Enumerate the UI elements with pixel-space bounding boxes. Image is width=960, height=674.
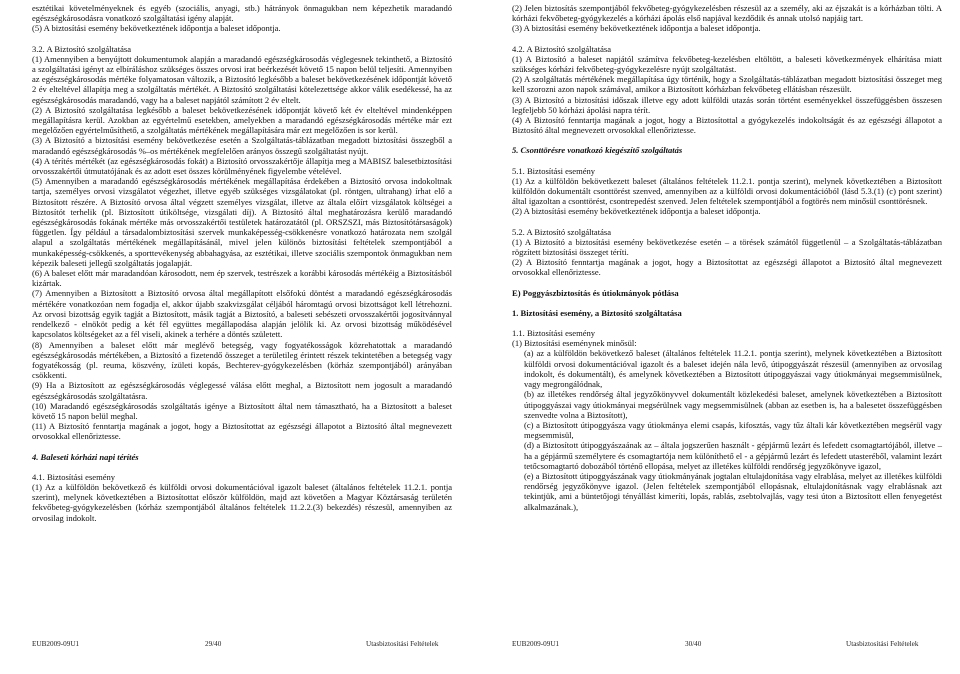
paragraph: 4.1. Biztosítási esemény (32, 471, 116, 482)
paragraph: 5. Csonttörésre vonatkozó kiegészítő szolgáltatás (512, 145, 683, 156)
paragraph: (4) A Biztosító fenntartja magának a jogot, hogy a Biztosítottal a gyógykezelés indokoltságát és az egészségi állapotot a Biztosító által megnevezett orvosokkal ellenőriztesse. (512, 115, 942, 136)
page-right (480, 0, 960, 674)
paragraph: (1) A Biztosító a biztosítási esemény bekövetkezése esetén – a törések számától függetlenül – a Szolgáltatás-táblázatban rögzített biztosítási összeget téríti. (512, 236, 942, 258)
paragraph: (3) A biztosítási esemény bekövetkeztének időpontja a baleset időpontja. (512, 23, 761, 34)
spacer (32, 442, 452, 452)
paragraph: (8) Amennyiben a baleset előtt már meglévő betegség, vagy fogyatékosságok közrehatottak a maradandó egészségkárosodás mértékében, a Biztosító a fizetendő összeget a területileg érintett részek tekintetében a betegség vagy fogyatékosság (pl. reuma, köszvény, ízületi kopás, Bechterev-gyógykezelésben (körház szempontjából) arányában csökkenti. (32, 339, 452, 381)
paragraph: (1) Biztosítási eseménynek minősül: (512, 338, 637, 349)
paragraph: (e) a Biztosított útipoggyászának vagy útiokmányának jogtalan eltulajdonítása vagy elrablása, melyet az illetékes külföldi rendőrség jegyzőkönyve igazol. (Jelen feltételek szempontjából ellopásnak, eltulajdonításnak vagy elrablásnak azt tekintjük, ami a büntetőjogi tényállást kimeríti, lopás, rablás, zsebtolvajlás, vagy tesi úton a Biztosított ellen fenyegetést alkalmazának.), (524, 470, 942, 512)
paragraph: esztétikai követelményeknek és egyéb (szociális, anyagi, stb.) hátrányok önmagukban nem képezhetik maradandó egészségkárosodásra vonatkozó szolgáltatási igény alapját. (32, 3, 452, 24)
spacer (512, 217, 942, 227)
spacer (32, 34, 452, 44)
paragraph: 5.1. Biztosítási esemény (512, 165, 596, 176)
paragraph: (c) a Biztosított útipoggyásza vagy útiokmánya elemi csapás, kifosztás, vagy tűz általi kár következtében megsérül vagy megsemmisül, (524, 419, 942, 441)
paragraph: (11) A Biztosító fenntartja magának a jogot, hogy a Biztosítottat az egészségi állapotot a Biztosító által megnevezett orvosokkal ellenőriztesse. (32, 421, 452, 442)
spacer (512, 34, 942, 44)
paragraph: 3.2. A Biztosító szolgáltatása (32, 43, 131, 54)
paragraph: (2) A biztosítási esemény bekövetkeztének időpontja a baleset időpontja. (512, 206, 761, 217)
left-column (32, 3, 452, 523)
paragraph: (5) Amennyiben a maradandó egészségkárosodás mértékének megállapítása érdekében a Biztosító orvosa indokoltnak tartja, személyes orvosi vizsgálatot végezhet, illetve egyéb szükséges vizsgálatokat (pl. röntgen, ultrahang) írhat elő a Biztosított részére. A Biztosító orvosa által végzett személyes vizsgálat, illetve az általa előírt vizsgálatok költségei a Biztosítót terhelik (pl. Biztosított útiköltsége, vizsgálati díj). A Biztosító által meghatározásra kerülő maradandó egészségkárosodás fokának mértéke más orvosszakértői testületek határozatától (pl. ORSZSZI, más Biztosítótársaságok) független. Így például a társadalombiztosítási szervek munkaképesség-csökkenésre vonatkozó határozata nem szolgál alapul a szolgáltatás mértékének megállapításánál, mivel jelen különös biztosítási feltételek szempontjából a munkaképesség-csökkenés, a sporttevékenység abbahagyása, az esztétikai, illetve szociális szempontok önmagukban nem képezik baleseti jellegű szolgáltatás jogalapját. (32, 176, 452, 268)
paragraph: (a) az a külföldön bekövetkező baleset (általános feltételek 11.2.1. pontja szerint), melynek következtében a Biztosított külföldi orvosi dokumentációval igazolt és a baleset idején nála levő, útipoggyászát részesül (amennyiben az orvosilag indokolt, és dokumentált), és amelynek következtében a Biztosított útipoggyászai vagy útiokmányai megsemmisülnek, vagy megrongálódnak, (524, 348, 942, 390)
right-column (512, 3, 942, 512)
paragraph: (2) A Biztosító szolgáltatása legkésőbb a baleset bekövetkezésének időpontját követő két év elteltével mindenképpen megállapításra kerül. Azokban az egyértelmű esetekben, amelyekben a maradandó egészségkárosodás mértéke már ezt megelőzően egyértelműsíthető, a szolgáltatás mértékének megállapítására már ezt megelőzően is sor kerül. (32, 104, 452, 136)
paragraph: 4. Baleseti kórházi napi térítés (32, 451, 139, 462)
paragraph: (9) Ha a Biztosított az egészségkárosodás véglegessé válása előtt meghal, a Biztosított nem jogosult a maradandó egészségkárosodás szolgáltatásra. (32, 380, 452, 401)
footer-code: EUB2009-09U1 (32, 640, 80, 648)
footer-title: Utasbiztosítási Feltételek (846, 640, 919, 648)
footer-code: EUB2009-09U1 (512, 640, 560, 648)
footer-page-number: 29/40 (205, 640, 222, 648)
paragraph: 1.1. Biztosítási esemény (512, 328, 596, 339)
paragraph: (1) Amennyiben a benyújtott dokumentumok alapján a maradandó egészségkárosodás véglegesnek tekinthető, a Biztosító a szolgáltatási igényt az elbíráláshoz szükséges összes orvosi irat beérkezését követő 15 napon belül teljesíti. Amennyiben az egészségkárosodás mértéke folyamatosan változik, a Biztosító legkésőbb a baleset bekövetkezésének időpontját követő 2 év elteltével állapítja meg a szolgáltatás mértékét. A Biztosító szolgáltatási kötelezettsége akkor válik esedékessé, ha az egészségkárosodás maradandó, vagy ha a baleset napjától számított 2 év eltelt. (32, 53, 452, 105)
spacer (512, 298, 942, 308)
spacer (512, 156, 942, 166)
paragraph: E) Poggyászbiztosítás és útiokmányok pótlása (512, 287, 679, 298)
paragraph: (6) A baleset előtt már maradandóan károsodott, nem ép szervek, testrészek a korábbi károsodás mértékéig a Biztosításból kizártak. (32, 268, 452, 289)
paragraph: (3) A Biztosító a biztosítási időszak illetve egy adott külföldi utazás során történt eseményekkel összefüggésben összesen legfeljebb 50 kórházi ápolási napra térít. (512, 94, 942, 115)
spacer (32, 462, 452, 472)
spacer (512, 278, 942, 288)
paragraph: (1) Az a külföldön bekövetkező és külföldi orvosi dokumentációval igazolt baleset (általános feltételek 11.2.1. pontja szerint), melynek következtében a Biztosítottat először külföldön, majd azt követően a Magyar Köztársaság területén fekvőbeteg-gyógykezelésben (kórház szempontjából általános feltételek 11.2.2.(3) bekezdés) részesül, amennyiben az orvosilag indokolt. (32, 481, 452, 523)
spacer (512, 135, 942, 145)
spacer (512, 318, 942, 328)
paragraph: (2) A szolgáltatás mértékének megállapítása úgy történik, hogy a Szolgáltatás-táblázatban megadott biztosítási összeget meg kell szorozni azon napok számával, amikor a Biztosított kórházban fekvőbeteg ellátásban részesült. (512, 74, 942, 95)
paragraph: 1. Biztosítási esemény, a Biztosító szolgáltatása (512, 307, 682, 318)
paragraph: (d) a Biztosított útipoggyászaának az – általa jogszerűen használt - gépjármű lezárt és lefedett csomagtartójából, illetve – ha a gépjármű személytere és csomagtartója nem különíthető el - a gépjármű lezárt és lefedett utasteréből, valamint lezárt tetőcsomagtartó dobozából történő ellopása, melyet az illetékes külföldi rendőrség jegyzőkönyve igazol, (524, 440, 942, 471)
paragraph: (10) Maradandó egészségkárosodás szolgáltatás igénye a Biztosított által nem támasztható, ha a Biztosított a baleset követő 15 napon belül meghal. (32, 400, 452, 421)
paragraph: (5) A biztosítási esemény bekövetkeztének időpontja a baleset időpontja. (32, 23, 281, 34)
paragraph: (3) A Biztosító a biztosítási esemény bekövetkezése esetén a Szolgáltatás-táblázatban megadott biztosítási összegből a maradandó egészségkárosodás %–os mértékének megfelelően arányos összegű szolgáltatást nyújt. (32, 135, 452, 156)
paragraph: (b) az illetékes rendőrség által jegyzőkönyvvel dokumentált közlekedési baleset, amelynek következtében a Biztosított útipoggyászai vagy útiokmányai megsérülnek vagy megsemmisülnek (abban az esetben is, ha a balesetet összefüggésben szenvedte volna a Biztosított), (524, 389, 942, 420)
paragraph: (1) Az a külföldön bekövetkezett baleset (általános feltételek 11.2.1. pontja szerint), melynek következtében a Biztosított külföldön dokumentált csonttörést szenved, amennyiben az a külföldi orvosi dokumentációból (lásd 5.3.(1) (c) pont szerint) által igazoltan a csonttörést, csontrepedést szenved. Jelen feltételek szempontjából a fogtörés nem minősül csonttörésnek. (512, 175, 942, 207)
paragraph: (2) A Biztosító fenntartja magának a jogot, hogy a Biztosítottat az egészségi állapotot a Biztosító által megnevezett orvosokkal ellenőriztesse. (512, 257, 942, 278)
paragraph: (1) A Biztosító a baleset napjától számítva fekvőbeteg-kezelésben eltöltött, a baleseti következmények elhárítása miatt szükséges kórházi fekvőbeteg-gyógykezelésre nyújt szolgáltatást. (512, 53, 942, 75)
paragraph: 4.2. A Biztosító szolgáltatása (512, 43, 611, 54)
footer-page-number: 30/40 (685, 640, 702, 648)
paragraph: (4) A térítés mértékét (az egészségkárosodás fokát) a Biztosító orvosszakértője állapítja meg a MABISZ balesetbiztosítási orvosszakértői útmutatójának és az adott eset összes körülményének figyelembe vételével. (32, 155, 452, 177)
footer-title: Utasbiztosítási Feltételek (366, 640, 439, 648)
paragraph: (2) Jelen biztosítás szempontjából fekvőbeteg-gyógykezelésben részesül az a személy, aki az éjszakát is a kórházban tölti. A kórházi fekvőbeteg-gyógykezelés a kórházi ápolás első napjával kezdődik és annak utolsó napjáig tart. (512, 3, 942, 24)
paragraph: (7) Amennyiben a Biztosított a Biztosító orvosa által megállapított elsőfokú döntést a maradandó egészségkárosodás mértékére vonatkozóan nem fogadja el, akkor újabb szakvizsgálat céljából háromtagú orvosi bizottságot kell létrehozni. Az orvosi bizottság egyik tagját a Biztosított, másik tagját a Biztosító, a baleseti sebészeti orvosszakértői jogosítvánnyal rendelkező - elnököt pedig a két fél együttes megállapodása alapján jelölik ki. Az orvosi bizottság működésével kapcsolatos költségeket az a fél viseli, akinek a terhére a döntés született. (32, 288, 452, 340)
paragraph: 5.2. A Biztosító szolgáltatása (512, 226, 611, 237)
